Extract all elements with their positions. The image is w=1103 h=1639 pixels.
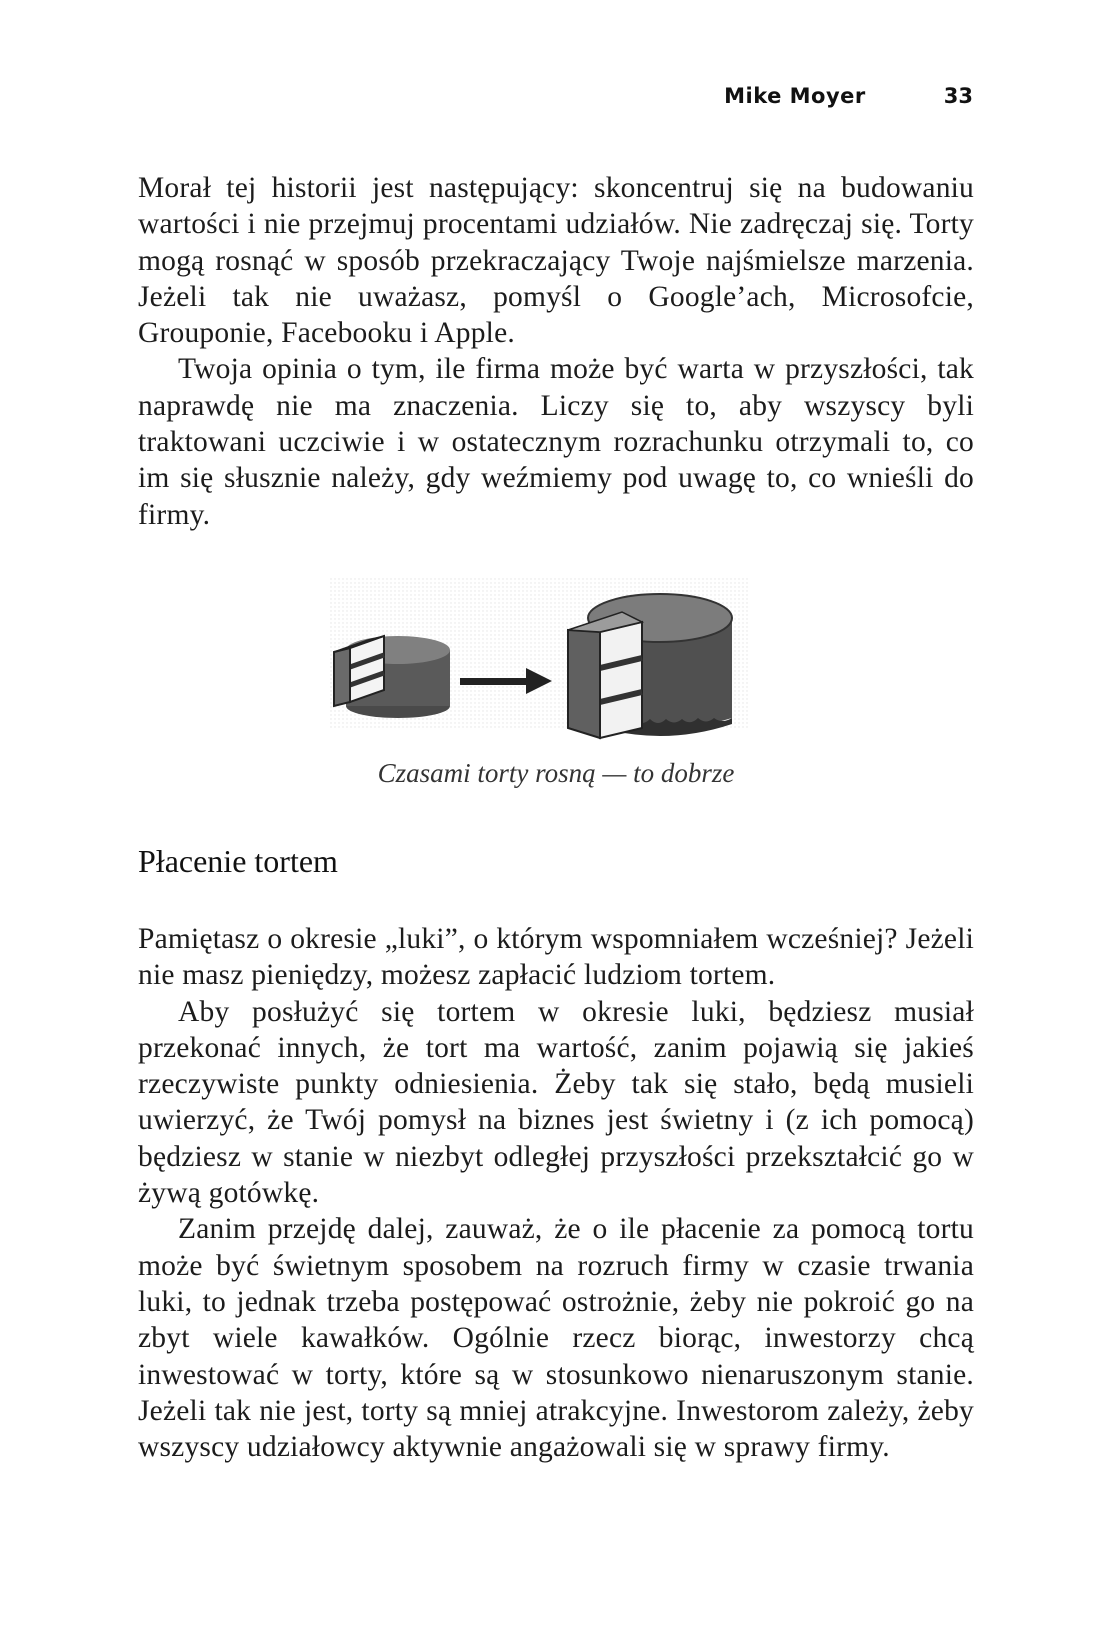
paragraph: Twoja opinia o tym, ile firma może być warta w przyszłości, tak naprawdę nie ma znaczenia. Liczy się to, aby wszyscy byli traktowani uczciwie i w ostatecznym rozrachunku otrzymali to, co im się słusznie należy, gdy weźmiemy pod uwagę to, co wnieśli do firmy. — [138, 353, 974, 531]
page-number: 33 — [943, 84, 973, 108]
paragraph: Aby posłużyć się tortem w okresie luki, będziesz musiał przekonać innych, że tort ma wartość, zanim pojawią się jakieś rzeczywiste punkty odniesienia. Żeby tak się stało, będą musieli uwierzyć, że Twój pomysł na biznes jest świetny i (z ich pomocą) będziesz w stanie w niezbyt odległej przyszłości przekształcić go w żywą gotówkę. — [138, 995, 974, 1210]
cake-growth-illustration — [330, 578, 780, 748]
body-text-top — [138, 170, 974, 533]
figure-caption: Czasami torty rosną — to dobrze — [377, 758, 735, 788]
paragraph: Zanim przejdę dalej, zauważ, że o ile płacenie za pomocą tortu może być świetnym sposobem na rozruch firmy w czasie trwania luki, to jednak trzeba postępować ostrożnie, żeby nie pokroić go na zbyt wiele kawałków. Ogólnie rzecz biorąc, inwestorzy chcą inwestować w torty, które są w stosunkowo nienaruszonym stanie. Jeżeli tak nie jest, torty są mniej atrakcyjne. Inwestorom zależy, żeby wszyscy udziałowcy aktywnie angażowali się w sprawy firmy. — [138, 1213, 974, 1464]
body-text-section — [138, 921, 974, 1465]
large-cake-icon — [568, 594, 732, 738]
small-cake-icon — [334, 636, 450, 718]
paragraph: Pamiętasz o okresie „luki”, o którym wspomniałem wcześniej? Jeżeli nie masz pieniędzy, możesz zapłacić ludziom tortem. — [138, 923, 974, 992]
section-heading: Płacenie tortem — [138, 843, 338, 879]
running-header — [724, 84, 973, 108]
paragraph: Morał tej historii jest następujący: skoncentruj się na budowaniu wartości i nie przejmuj procentami udziałów. Nie zadręczaj się. Torty mogą rosnąć w sposób przekraczający Twoje najśmielsze marzenia. Jeżeli tak nie uważasz, pomyśl o Google’ach, Microsofcie, Grouponie, Facebooku i Apple. — [138, 172, 974, 350]
running-header-author: Mike Moyer — [724, 84, 866, 108]
